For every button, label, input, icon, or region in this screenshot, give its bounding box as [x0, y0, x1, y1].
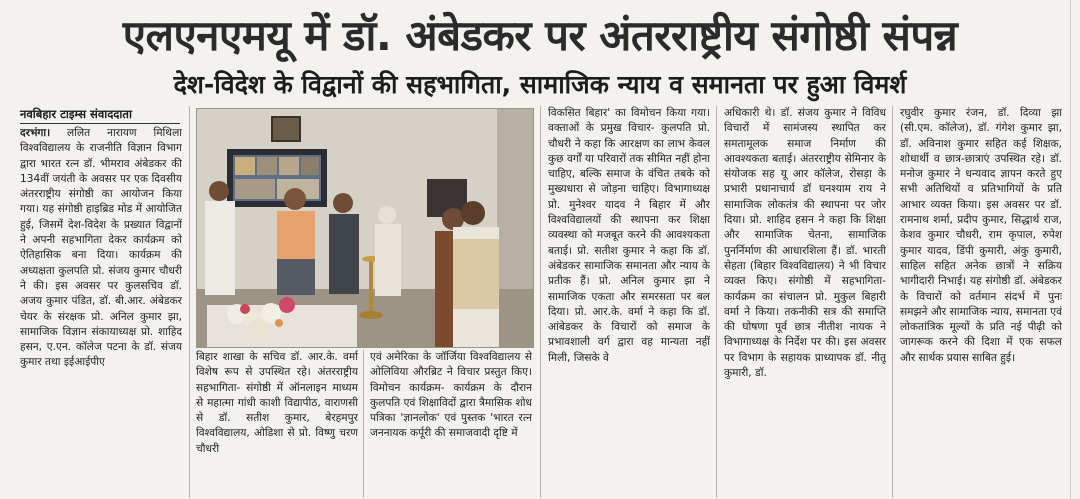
article-column-1	[20, 126, 182, 496]
column-1-text: ललित नारायण मिथिला विश्वविद्यालय के राजनीति विज्ञान विभाग द्वारा भारत रत्न डॉ. भीमराव अंबेडकर की 134वीं जयंती के अवसर पर एक दिवसीय अंतरराष्ट्रीय संगोष्ठी का आयोजन किया गया। यह संगोष्ठी हाइब्रिड मोड में आयोजित हुई, जिसमें देश-विदेश के प्रख्यात विद्वानों ने अपनी सहभागिता देकर कार्यक्रम को ऐतिहासिक बना दिया। कार्यक्रम की अध्यक्षता कुलपति प्रो. संजय कुमार चौधरी ने की। इस अवसर पर कुलसचिव डॉ. अजय कुमार पंडित, डॉ. बी.आर. अंबेडकर चेयर के संरक्षक प्रो. अनिल कुमार झा, सामाजिक विज्ञान संकायाध्यक्ष प्रो. शाहिद हसन, ए.एन. कॉलेज पटना के डॉ. संजय कुमार तथा इईआईपीए	[20, 127, 182, 369]
column-divider	[540, 106, 541, 498]
article-column-5	[724, 106, 886, 498]
article-column-3	[370, 350, 532, 498]
subheadline: देश-विदेश के विद्वानों की सहभागिता, सामाजिक न्याय व समानता पर हुआ विमर्श	[173, 70, 907, 99]
event-photo	[196, 108, 534, 348]
column-divider	[892, 106, 893, 498]
article-column-4	[548, 106, 710, 498]
column-4-text: विकसित बिहार' का विमोचन किया गया। वक्ताओं के प्रमुख विचार- कुलपति प्रो. चौधरी ने कहा कि आरक्षण का लाभ केवल कुछ वर्गों या परिवारों तक सीमित नहीं होना चाहिए, बल्कि समाज के वंचित तबके को मुख्यधारा से जोड़ना चाहिए। विभागाध्यक्ष प्रो. मुनेश्वर यादव ने बिहार में और विश्वविद्यालयों की स्थापना कर शिक्षा व्यवस्था को मजबूत करने की आवश्यकता बताई। प्रो. सतीश कुमार ने कहा कि डॉ. अंबेडकर सामाजिक समानता और न्याय के प्रतीक हैं। प्रो. अनिल कुमार झा ने सामाजिक एकता और समरसता पर बल दिया। प्रो. आर.के. वर्मा ने कहा कि डॉ. आंबेडकर के विचारों को समाज के प्रभावशाली वर्ग द्वारा वह मान्यता नहीं मिली, जिसके वे	[548, 107, 710, 364]
column-2-text: बिहार शाखा के सचिव डॉ. आर.के. वर्मा विशेष रूप से उपस्थित रहे। अंतरराष्ट्रीय सहभागिता- संगोष्ठी में ऑनलाइन माध्यम से महात्मा गांधी काशी विद्यापीठ, वाराणसी से डॉ. सतीश कुमार, बेरहमपुर विश्वविद्यालय, ओडिशा से प्रो. विष्णु चरण चौधरी	[196, 351, 358, 455]
column-divider	[363, 350, 364, 498]
article-column-6	[900, 106, 1062, 498]
column-3-text: एवं अमेरिका के जॉर्जिया विश्वविद्यालय से ओलिविया औरब्रिट ने विचार प्रस्तुत किए। विमोचन कार्यक्रम- कार्यक्रम के दौरान कुलपति एवं शिक्षाविदों द्वारा त्रैमासिक शोध पत्रिका 'ज्ञानलोक' एवं पुस्तक 'भारत रत्न जननायक कर्पूरी की समाजवादी दृष्टि में	[370, 351, 532, 440]
byline-underline	[20, 123, 180, 124]
column-divider	[189, 106, 190, 498]
event-photo-illustration	[197, 109, 533, 347]
article-column-2	[196, 350, 358, 498]
dateline: दरभंगा।	[20, 127, 51, 139]
column-divider	[716, 106, 717, 498]
column-6-text: रघुवीर कुमार रंजन, डॉ. दिव्या झा (सी.एम. कॉलेज), डॉ. गंगेश कुमार झा, डॉ. अविनाश कुमार सहित कई शिक्षक, शोधार्थी व छात्र-छात्राएं उपस्थित रहे। डॉ. मनोज कुमार ने धन्यवाद ज्ञापन करते हुए सभी अतिथियों व प्रतिभागियों के प्रति आभार व्यक्त किया। इस अवसर पर डॉ. रामनाथ शर्मा, प्रदीप कुमार, सिद्धार्थ राज, केशव कुमार चौधरी, राम कृपाल, रुपेश कुमार यादव, डिंपी कुमारी, अंकु कुमारी, साहिल सहित अनेक छात्रों ने सक्रिय भागीदारी निभाई। यह संगोष्ठी डॉ. अंबेडकर के विचारों को वर्तमान संदर्भ में पुनः समझने और सामाजिक न्याय, समानता एवं लोकतांत्रिक मूल्यों के प्रति नई पीढ़ी को जागरूक करने की दिशा में एक सफल और सार्थक प्रयास साबित हुई।	[900, 107, 1062, 364]
ceremonial-lamp	[369, 259, 373, 314]
byline: नवबिहार टाइम्स संवाददाता	[20, 107, 132, 121]
page-edge	[1070, 0, 1071, 499]
wall-portrait	[272, 117, 300, 141]
column-5-text: अधिकारी थे। डॉ. संजय कुमार ने विविध विचारों में सामंजस्य स्थापित कर समतामूलक समाज निर्माण की आवश्यकता बताई। अंतरराष्ट्रीय सेमिनार के संयोजक सह यू आर कॉलेज, रोसड़ा के प्रभारी प्रधानाचार्य डॉ घनश्याम राय ने सामाजिक लोकतंत्र की स्थापना पर जोर दिया। प्रो. शाहिद हसन ने कहा कि शिक्षा और सामाजिक चेतना, सामाजिक पुनर्निर्माण की आधारशिला हैं। डॉ. भारती सेहता (बिहार विश्वविद्यालय) ने भी विचार व्यक्त किए। संगोष्ठी में सहभागिता- कार्यक्रम का संचालन प्रो. मुकुल बिहारी वर्मा ने किया। तकनीकी सत्र की समाप्ति की घोषणा पूर्व छात्र नीतीश नायक ने विभागाध्यक्ष के निर्देश पर की। इस अवसर पर विभाग के सहायक प्राध्यापक डॉ. नीतू कुमारी, डॉ.	[724, 107, 886, 380]
headline: एलएनएमयू में डॉ. अंबेडकर पर अंतरराष्ट्रीय संगोष्ठी संपन्न	[122, 11, 958, 60]
